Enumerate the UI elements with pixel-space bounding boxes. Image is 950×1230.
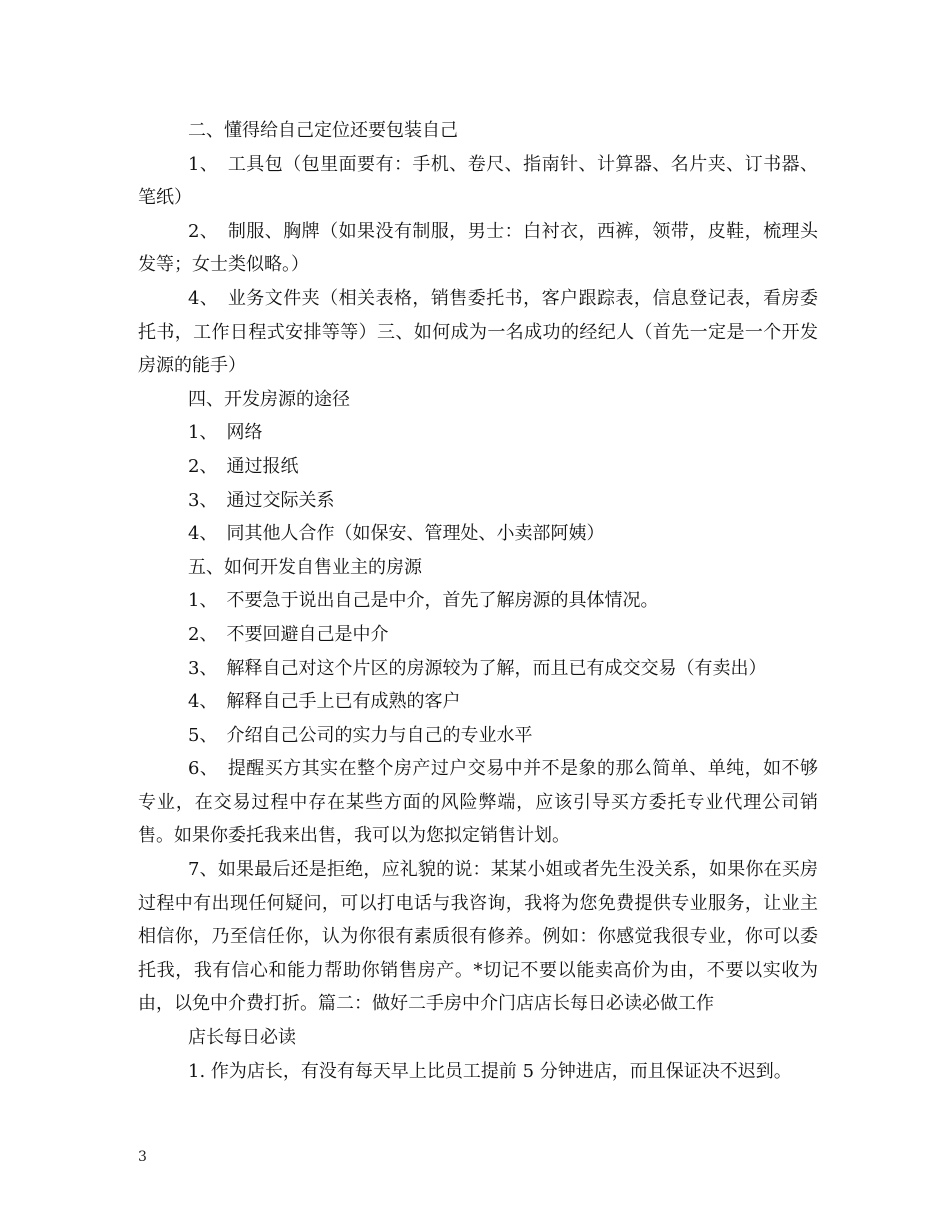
list-item: 5、 介绍自己公司的实力与自己的专业水平 [188,724,533,746]
list-item: 4、 业务文件夹（相关表格，销售委托书，客户跟踪表，信息登记表，看房委托书，工作日程式安排等等）三、如何成为一名成功的经纪人（首先一定是一个开发房源的能手） [138,287,818,377]
list-item: 3、 解释自己对这个片区的房源较为了解，而且已有成交交易（有卖出） [188,657,767,679]
list-item: 1、 工具包（包里面要有：手机、卷尺、指南针、计算器、名片夹、订书器、笔纸） [138,153,818,209]
list-item: 1、 网络 [188,422,263,444]
list-item: 2、 不要回避自己是中介 [188,623,389,645]
list-item: 4、 同其他人合作（如保安、管理处、小卖部阿姨） [188,523,605,545]
section-heading-sources: 四、开发房源的途径 [188,388,350,410]
list-item: 2、 通过报纸 [188,455,299,477]
section-heading-packaging: 二、懂得给自己定位还要包装自己 [188,120,458,141]
subheading-store-manager: 店长每日必读 [188,1027,296,1049]
list-item: 6、 提醒买方其实在整个房产过户交易中并不是象的那么简单、单纯，如不够专业，在交易过程中存在某些方面的风险弊端，应该引导买方委托专业代理公司销售。如果你委托我来出售，我可以为您拟定销售计划。 [138,758,818,847]
page-number: 3 [138,1149,147,1165]
list-item: 1、 不要急于说出自己是中介，首先了解房源的具体情况。 [188,590,659,612]
section-heading-owners: 五、如何开发自售业主的房源 [188,556,422,578]
list-item: 3、 通过交际关系 [188,489,335,511]
list-item: 1. 作为店长，有没有每天早上比员工提前 5 分钟进店，而且保证决不迟到。 [188,1060,792,1082]
list-item: 4、 解释自己手上已有成熟的客户 [188,691,461,713]
document-body [138,114,818,1088]
list-item: 7、如果最后还是拒绝，应礼貌的说：某某小姐或者先生没关系，如果你在买房过程中有出现任何疑问，可以打电话与我咨询，我将为您免费提供专业服务，让业主相信你，乃至信任你，认为你很有素质很有修养。例如：你感觉我很专业，你可以委托我，我有信心和能力帮助你销售房产。*切记不要以能卖高价为由，不要以实收为由，以免中介费打折。篇二：做好二手房中介门店店长每日必读必做工作 [138,859,818,1015]
list-item: 2、 制服、胸牌（如果没有制服，男士：白衬衣，西裤，领带，皮鞋，梳理头发等；女士类似略。） [138,220,818,276]
